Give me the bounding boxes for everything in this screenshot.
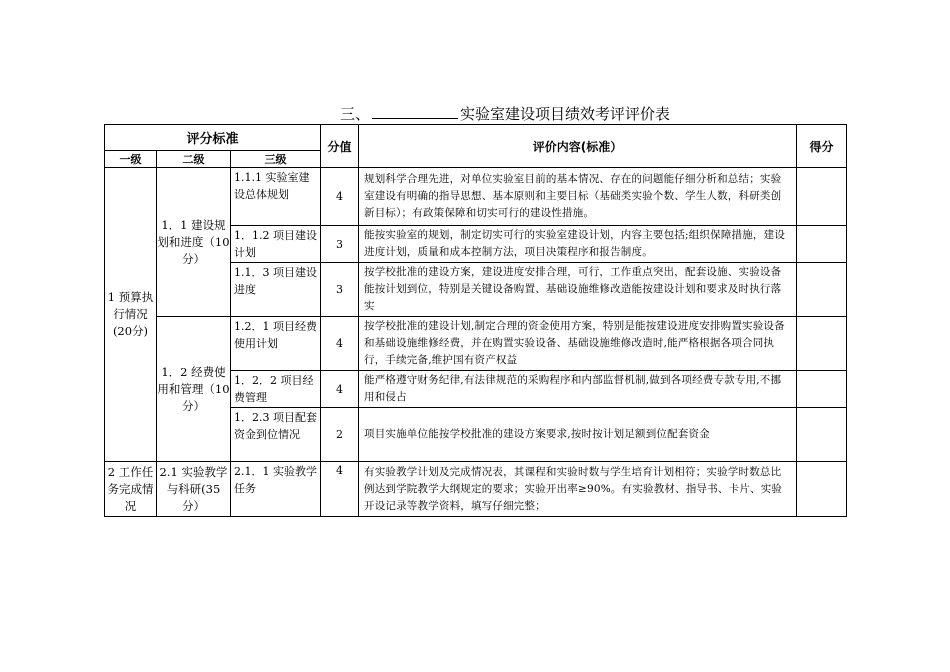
table-row: [105, 462, 847, 517]
header-level2: 二级: [157, 151, 231, 168]
score-cell: 3: [321, 263, 359, 317]
content-cell: 能严格遵守财务纪律,有法律规范的采购程序和内部监督机制,做到各项经费专款专用,不挪用和侵占: [359, 371, 797, 408]
content-cell: 项目实施单位能按学校批准的建设方案要求,按时按计划足额到位配套资金: [359, 408, 797, 462]
score-cell: 4: [321, 462, 359, 517]
level1-cell: 1 预算执行情况(20分): [105, 168, 157, 462]
table-row: [105, 168, 847, 226]
level2-cell: 1．1 建设规划和进度（10分）: [157, 168, 231, 317]
level3-cell: 1.2．1 项目经费使用计划: [231, 317, 321, 371]
content-cell: 按学校批准的建设计划,制定合理的资金使用方案，特别是能按建设进度安排购置实验设备和基础设施维修经费，并在购置实验设备、基础设施维修改造时,能严格根据各项合同执行，手续完备,维护国有资产权益: [359, 317, 797, 371]
got-score-cell[interactable]: [797, 168, 847, 226]
level3-cell: 2.1．1 实验教学任务: [231, 462, 321, 517]
score-cell: 2: [321, 408, 359, 462]
evaluation-table: [104, 124, 847, 517]
content-cell: 能按实验室的规划，制定切实可行的实验室建设计划，内容主要包括;组织保障措施，建设进度计划，质量和成本控制方法，项目决策程序和报告制度。: [359, 226, 797, 263]
level3-cell: 1．2.3 项目配套资金到位情况: [231, 408, 321, 462]
got-score-cell[interactable]: [797, 226, 847, 263]
document-title: [0, 104, 950, 124]
content-cell: 规划科学合理先进，对单位实验室目前的基本情况、存在的问题能仔细分析和总结；实验室建设有明确的指导思想、基本原则和主要目标（基础类实验个数、学生人数，科研类创新目标）；有政策保障和切实可行的建设性措施。: [359, 168, 797, 226]
title-blank-line: [372, 104, 458, 119]
title-main: 实验室建设项目绩效考评评价表: [460, 105, 671, 123]
header-level3: 三级: [231, 151, 321, 168]
score-cell: 4: [321, 317, 359, 371]
got-score-cell[interactable]: [797, 462, 847, 517]
score-cell: 4: [321, 371, 359, 408]
level1-cell: 2 工作任务完成情况: [105, 462, 157, 517]
got-score-cell[interactable]: [797, 408, 847, 462]
header-got-score: 得分: [797, 125, 847, 168]
score-cell: 4: [321, 168, 359, 226]
header-score: 分值: [321, 125, 359, 168]
content-cell: 按学校批准的建设方案，建设进度安排合理，可行，工作重点突出，配套设施、实验设备能按计划到位，特别是关键设备购置、基础设施维修改造能按建设计划和要求及时执行落实: [359, 263, 797, 317]
got-score-cell[interactable]: [797, 317, 847, 371]
level3-cell: 1．2．2 项目经费管理: [231, 371, 321, 408]
header-level1: 一级: [105, 151, 157, 168]
table-row: [105, 317, 847, 371]
score-cell: 3: [321, 226, 359, 263]
got-score-cell[interactable]: [797, 371, 847, 408]
level2-cell: 1．2 经费使用和管理（10分）: [157, 317, 231, 462]
title-prefix: 三、: [339, 105, 370, 123]
header-criteria: 评分标准: [105, 125, 321, 151]
got-score-cell[interactable]: [797, 263, 847, 317]
header-content: 评价内容(标准）: [359, 125, 797, 168]
level2-cell: 2.1 实验教学与科研(35 分）: [157, 462, 231, 517]
level3-cell: 1．1.2 项目建设计划: [231, 226, 321, 263]
level3-cell: 1.1．3 项目建设进度: [231, 263, 321, 317]
content-cell: 有实验教学计划及完成情况表，其课程和实验时数与学生培育计划相符；实验学时数总比例达到学院教学大纲规定的要求；实验开出率≥90%。有实验教材、指导书、卡片、实验开设记录等教学资料，填写仔细完整；: [359, 462, 797, 517]
level3-cell: 1.1.1 实验室建设总体规划: [231, 168, 321, 226]
